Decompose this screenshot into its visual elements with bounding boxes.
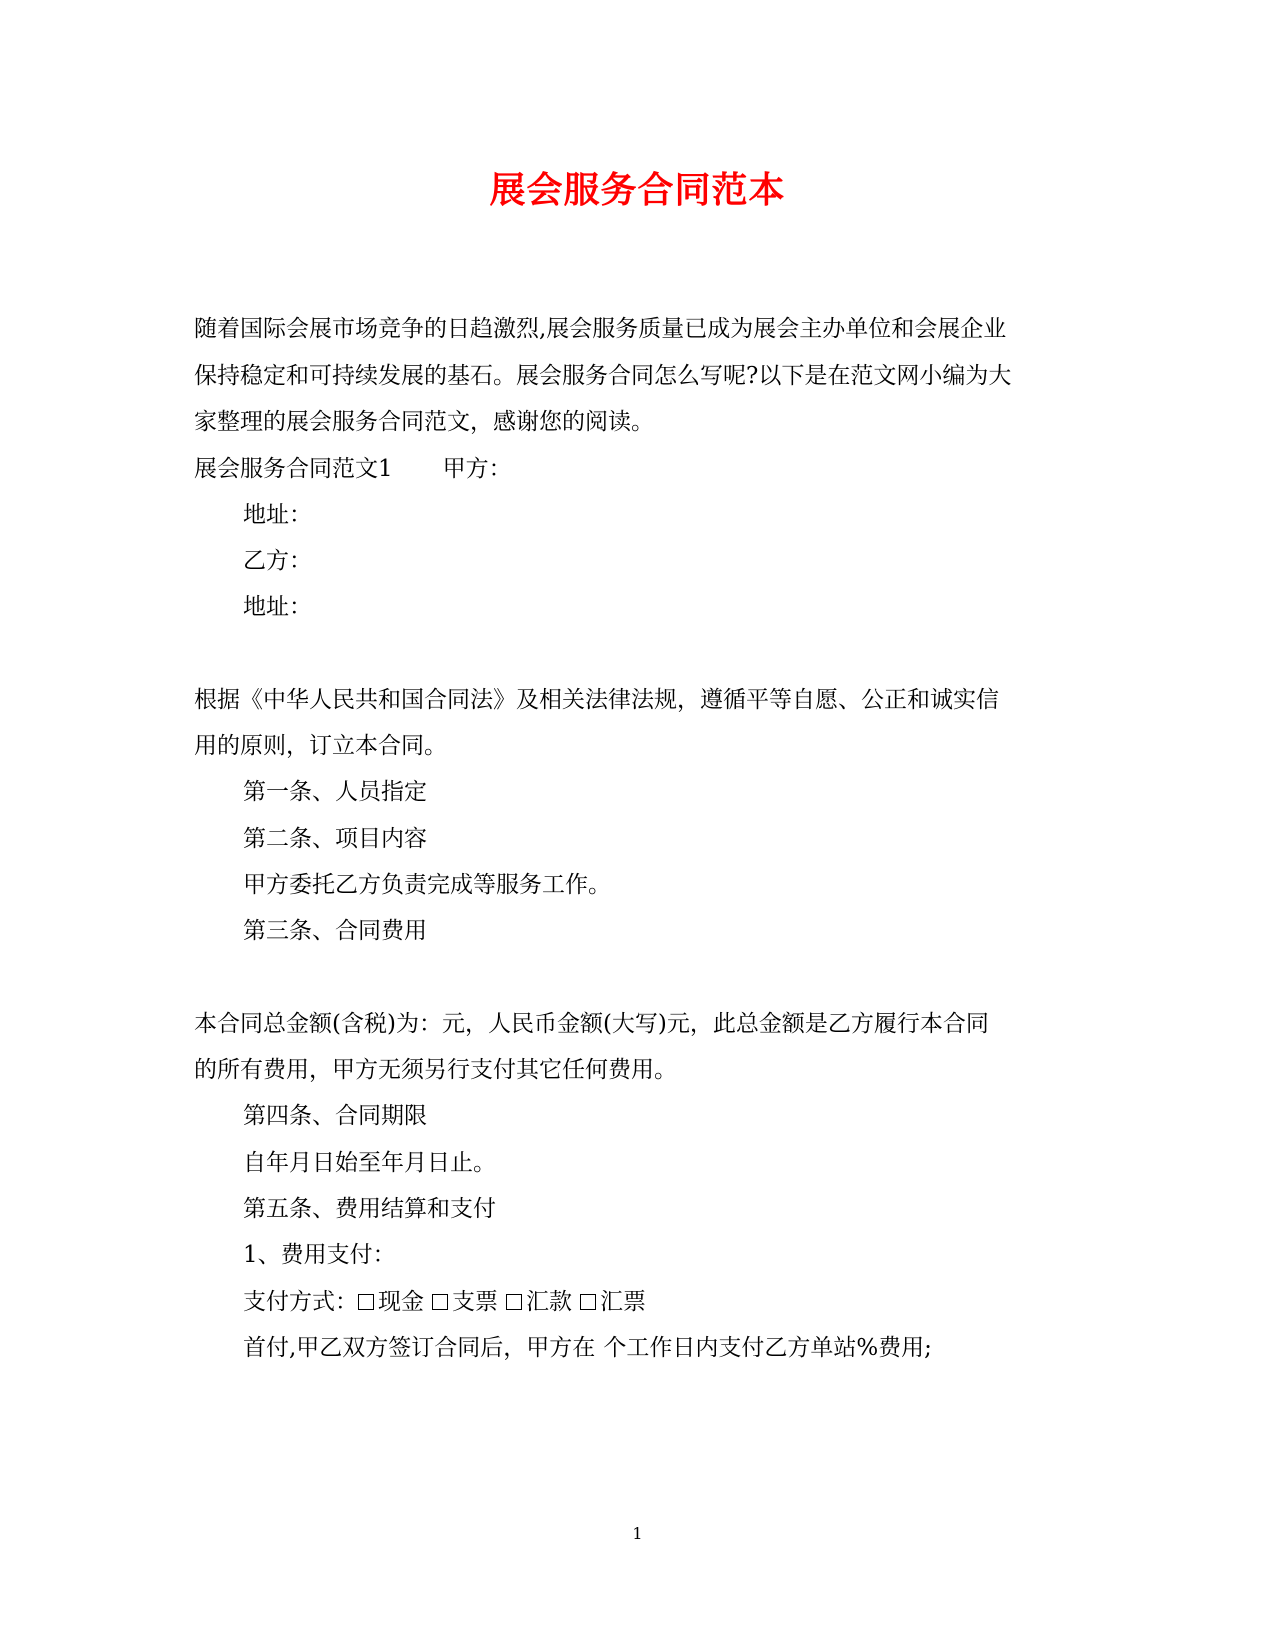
option-check: 支票 — [452, 1289, 498, 1315]
party-b-label: 乙方： — [243, 548, 312, 574]
article-2-heading: 第二条、项目内容 — [243, 826, 427, 852]
article-1-heading: 第一条、人员指定 — [243, 779, 427, 805]
basis-line-2: 用的原则，订立本合同。 — [194, 733, 447, 759]
first-payment-text-a: 首付,甲乙双方签订合同后，甲方在 — [243, 1335, 596, 1361]
option-draft: 汇票 — [600, 1289, 646, 1315]
first-payment-text-b: 个工作日内支付乙方单站%费用; — [603, 1335, 932, 1361]
address-b-label: 地址： — [243, 594, 312, 620]
article-4-heading: 第四条、合同期限 — [243, 1103, 427, 1129]
payment-method-line — [243, 1287, 1143, 1317]
payment-item-heading: 1、费用支付： — [243, 1242, 396, 1268]
intro-line-3: 家整理的展会服务合同范文，感谢您的阅读。 — [194, 409, 654, 435]
article-4-text: 自年月日始至年月日止。 — [243, 1150, 496, 1176]
payment-method-label: 支付方式： — [243, 1289, 358, 1315]
document-title: 展会服务合同范本 — [489, 169, 786, 211]
checkbox-check — [432, 1294, 448, 1310]
party-a-label: 甲方： — [442, 456, 512, 482]
option-remittance: 汇款 — [526, 1289, 572, 1315]
address-a-label: 地址： — [243, 502, 312, 528]
option-cash: 现金 — [378, 1289, 424, 1315]
checkbox-remittance — [506, 1294, 522, 1310]
checkbox-cash — [358, 1294, 374, 1310]
fee-line-1: 本合同总金额(含税)为：元，人民币金额(大写)元，此总金额是乙方履行本合同 — [194, 1011, 989, 1037]
article-3-heading: 第三条、合同费用 — [243, 918, 427, 944]
first-payment-line — [243, 1333, 1143, 1363]
checkbox-draft — [580, 1294, 596, 1310]
sample-heading: 展会服务合同范文1 — [194, 456, 393, 482]
article-5-heading: 第五条、费用结算和支付 — [243, 1196, 496, 1222]
intro-line-2: 保持稳定和可持续发展的基石。展会服务合同怎么写呢?以下是在范文网小编为大 — [194, 363, 1012, 389]
page-number: 1 — [632, 1524, 643, 1543]
intro-line-1: 随着国际会展市场竞争的日趋激烈,展会服务质量已成为展会主办单位和会展企业 — [194, 316, 1007, 342]
article-2-text: 甲方委托乙方负责完成等服务工作。 — [243, 872, 611, 898]
sample-heading-line — [194, 454, 1094, 484]
basis-line-1: 根据《中华人民共和国合同法》及相关法律法规，遵循平等自愿、公正和诚实信 — [194, 687, 999, 713]
fee-line-2: 的所有费用，甲方无须另行支付其它任何费用。 — [194, 1057, 677, 1083]
